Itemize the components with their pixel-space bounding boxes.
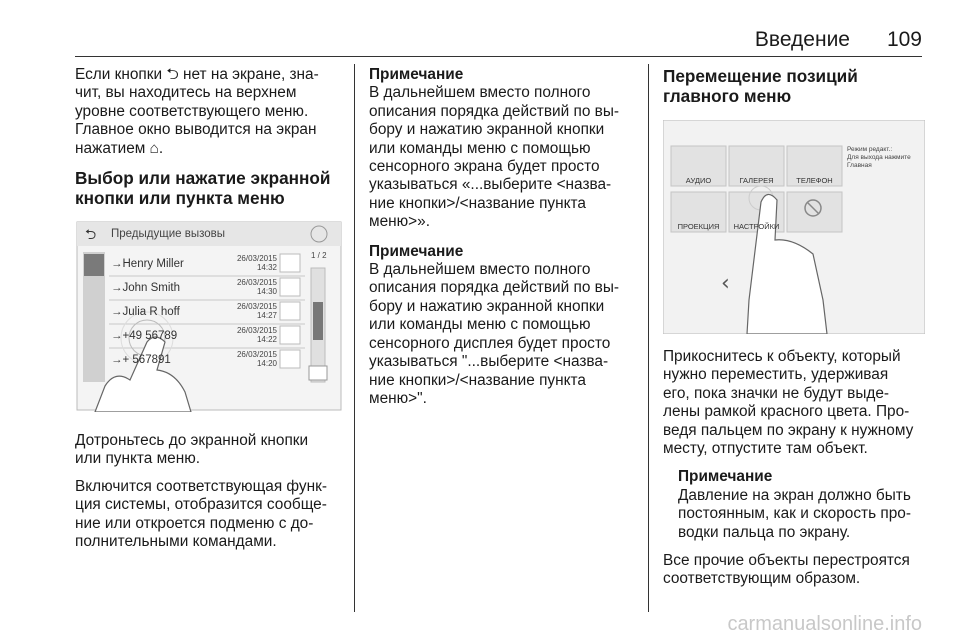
note-line: водки пальца по экрану. — [678, 523, 851, 541]
note-title: Примечание — [369, 66, 464, 83]
intro-line: чит, вы находитесь на верхнем — [75, 84, 297, 102]
body-line: или пункта меню. — [75, 450, 201, 468]
body-line: Включится соответствующая функ- — [75, 477, 327, 495]
note-line: ние кнопки>/<название пункта — [369, 194, 586, 212]
body-line: соответствующим образом. — [663, 570, 861, 588]
body-line: ция системы, отобразится сообще- — [75, 496, 327, 514]
screen-title: Предыдущие вызовы — [111, 228, 226, 241]
note-line: В дальнейшем вместо полного — [369, 261, 591, 279]
figure-home-menu — [663, 120, 925, 334]
note-line: указываться "...выберите <назва- — [369, 353, 609, 371]
note-line: сенсорного экрана будет просто — [369, 158, 600, 176]
page-number: 109 — [886, 28, 922, 51]
note-line: описания порядка действий по вы- — [369, 102, 620, 120]
call-row-date: 26/03/2015 14:22 — [236, 326, 277, 345]
note-line: бору и нажатию экранной кнопки — [369, 297, 605, 315]
page-indicator: 1 / 2 — [311, 251, 327, 261]
note-title: Примечание — [369, 242, 464, 260]
call-row-name: →John Smith — [111, 282, 181, 295]
column-divider — [648, 64, 649, 612]
tile-label-settings: НАСТРОЙКИ — [733, 222, 780, 231]
watermark: carmanualsonline.info — [727, 613, 922, 635]
column-2 — [369, 66, 637, 408]
intro-line: Если кнопки ⮌ нет на экране, зна- — [75, 66, 319, 83]
body-line: его, пока значки не будут выде- — [663, 384, 890, 402]
intro-line: Главное окно выводится на экран — [75, 121, 317, 139]
call-row-name: →+49 56789 — [111, 330, 178, 343]
body-line: Дотроньтесь до экранной кнопки — [75, 432, 309, 450]
note-line: описания порядка действий по вы- — [369, 279, 620, 297]
section-heading: кнопки или пункта меню — [75, 188, 285, 209]
note-line: постоянным, как и скорость про- — [678, 505, 911, 523]
tile-label-phone: ТЕЛЕФОН — [796, 176, 833, 185]
note-line: Давление на экран должно быть — [678, 486, 911, 504]
note-line: сенсорного дисплея будет просто — [369, 334, 611, 352]
note-line: или команды меню с помощью — [369, 139, 591, 157]
body-line: ние или откроется подменю с до- — [75, 514, 314, 532]
call-row-name: →+ 567891 — [111, 354, 171, 367]
svg-text:‹: ‹ — [721, 271, 730, 296]
call-row-name: →Henry Miller — [111, 258, 184, 271]
intro-line: нажатием ⌂. — [75, 139, 164, 157]
note-line: указываться «...выберите <назва- — [369, 176, 612, 194]
body-line: ведя пальцем по экрану к нужному — [663, 421, 914, 439]
intro-line: уровне соответствующего меню. — [75, 102, 309, 120]
body-line: Все прочие объекты перестроятся — [663, 552, 910, 570]
section-title: Введение — [754, 28, 850, 51]
body-line: нужно переместить, удерживая — [663, 366, 889, 384]
call-row-date: 26/03/2015 14:30 — [236, 278, 277, 297]
note-line: или команды меню с помощью — [369, 316, 591, 334]
column-1 — [75, 66, 343, 551]
tile-label-gallery: ГАЛЕРЕЯ — [739, 176, 774, 185]
column-divider — [354, 64, 355, 612]
call-row-name: →Julia R hoff — [111, 306, 180, 319]
note-line: В дальнейшем вместо полного — [369, 84, 591, 102]
body-line: месту, отпустите там объект. — [663, 440, 868, 458]
section-heading: Перемещение позиций — [663, 66, 858, 86]
note-line: меню>». — [369, 213, 431, 231]
svg-text:⮌: ⮌ — [85, 227, 97, 244]
column-3 — [663, 66, 925, 589]
call-row-date: 26/03/2015 14:20 — [236, 350, 277, 369]
note-block — [663, 468, 925, 542]
section-heading: Выбор или нажатие экранной — [75, 168, 331, 189]
note-title: Примечание — [678, 468, 773, 486]
body-line: полнительными командами. — [75, 533, 277, 551]
edit-mode-text: Режим редакт.: Для выхода нажмите Главная — [847, 146, 911, 169]
call-row-date: 26/03/2015 14:27 — [236, 302, 277, 321]
note-line: бору и нажатию экранной кнопки — [369, 121, 605, 139]
section-heading: главного меню — [663, 86, 792, 106]
body-line: лены рамкой красного цвета. Про- — [663, 403, 910, 421]
body-line: Прикоснитесь к объекту, который — [663, 348, 901, 365]
figure-recent-calls — [75, 220, 343, 412]
note-line: меню>". — [369, 389, 427, 407]
tile-label-projection: ПРОЕКЦИЯ — [677, 222, 720, 231]
tile-label-audio: АУДИО — [685, 176, 712, 185]
call-row-date: 26/03/2015 14:32 — [236, 254, 277, 273]
page-header — [75, 26, 922, 57]
note-line: ние кнопки>/<название пункта — [369, 371, 586, 389]
